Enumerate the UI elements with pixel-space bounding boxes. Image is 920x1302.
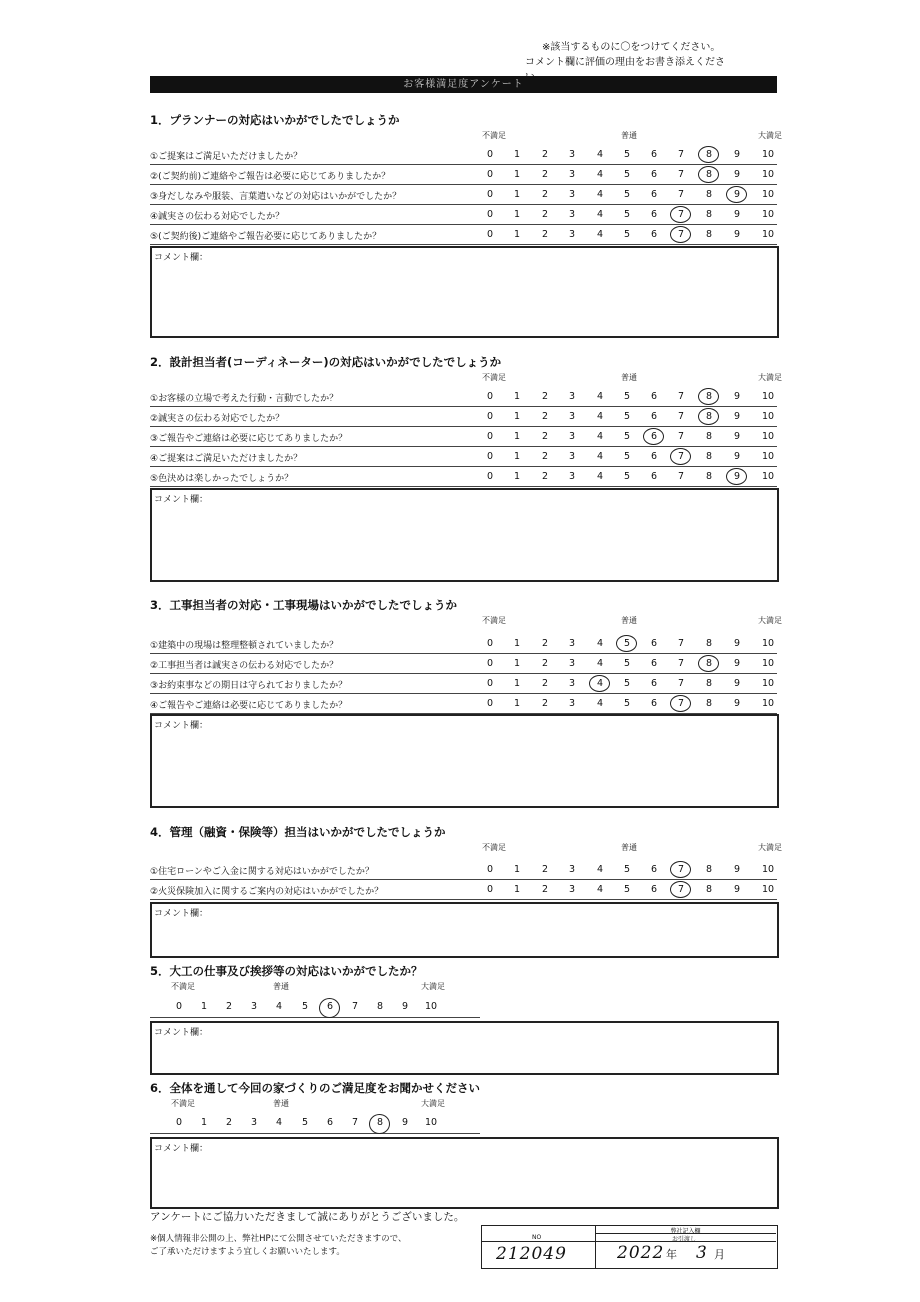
rating-option-5[interactable]: 5 xyxy=(623,189,631,200)
selected-rating-circle xyxy=(698,388,719,405)
section-4-scale-high-label: 大満足 xyxy=(758,843,782,852)
rating-option-7[interactable]: 7 xyxy=(677,451,685,462)
section-6-title: 6．全体を通して今回の家づくりのご満足度をお聞かせください xyxy=(150,1081,480,1095)
rating-option-6[interactable]: 6 xyxy=(650,451,658,462)
rating-option-1[interactable]: 1 xyxy=(513,864,521,875)
rating-option-9[interactable]: 9 xyxy=(733,638,741,649)
rating-option-5[interactable]: 5 xyxy=(623,884,631,895)
rating-option-0[interactable]: 0 xyxy=(486,431,494,442)
rating-option-7[interactable]: 7 xyxy=(677,431,685,442)
rating-option-7[interactable]: 7 xyxy=(677,169,685,180)
rating-option-3[interactable]: 3 xyxy=(568,451,576,462)
selected-rating-circle xyxy=(698,146,719,163)
rating-option-0[interactable]: 0 xyxy=(486,451,494,462)
section-4-title: 4．管理（融資・保険等）担当はいかがでしたでしょうか xyxy=(150,825,446,839)
rating-option-7[interactable]: 7 xyxy=(677,189,685,200)
section-3-question-1: ①建築中の現場は整理整頓されていましたか？ xyxy=(150,641,339,651)
rating-option-9[interactable]: 9 xyxy=(733,149,741,160)
rating-option-8[interactable]: 8 xyxy=(705,209,713,220)
selected-rating-circle xyxy=(319,998,340,1018)
section-3-question-4: ④ご報告やご連絡は必要に応じてありましたか？ xyxy=(150,701,348,711)
rating-option-7[interactable]: 7 xyxy=(677,209,685,220)
section-1-title: 1．プランナーの対応はいかがでしたでしょうか xyxy=(150,113,400,127)
comment-label: コメント欄： xyxy=(154,1144,209,1154)
rating-option-1[interactable]: 1 xyxy=(513,391,521,402)
instruction-note-1: ※該当するものに〇をつけてください。 xyxy=(542,42,721,53)
rating-option-4[interactable]: 4 xyxy=(596,471,604,482)
rating-option-10[interactable]: 10 xyxy=(761,678,775,689)
rating-option-10[interactable]: 10 xyxy=(761,471,775,482)
rating-option-1[interactable]: 1 xyxy=(513,431,521,442)
rating-option-9[interactable]: 9 xyxy=(733,209,741,220)
rating-option-3[interactable]: 3 xyxy=(568,658,576,669)
rating-option-8[interactable]: 8 xyxy=(705,229,713,240)
handover-label: お引渡し xyxy=(672,1236,697,1243)
rating-option-3[interactable]: 3 xyxy=(568,229,576,240)
selected-rating-circle xyxy=(698,166,719,183)
rating-option-6[interactable]: 6 xyxy=(650,698,658,709)
section-6-comment-box[interactable] xyxy=(150,1137,779,1209)
rating-option-9[interactable]: 9 xyxy=(733,884,741,895)
rating-option-2[interactable]: 2 xyxy=(541,391,549,402)
rating-option-6[interactable]: 6 xyxy=(650,638,658,649)
rating-option-8[interactable]: 8 xyxy=(705,189,713,200)
section-2-comment-box[interactable] xyxy=(150,488,779,582)
section-1-scale-mid-label: 普通 xyxy=(621,131,637,140)
rating-option-9[interactable]: 9 xyxy=(733,229,741,240)
selected-rating-circle xyxy=(698,655,719,672)
rating-option-8[interactable]: 8 xyxy=(705,678,713,689)
rating-option-8[interactable]: 8 xyxy=(705,658,713,669)
rating-option-7[interactable]: 7 xyxy=(351,1001,359,1012)
survey-number: 212049 xyxy=(496,1244,567,1264)
rating-option-3[interactable]: 3 xyxy=(568,169,576,180)
rating-option-1[interactable]: 1 xyxy=(513,638,521,649)
rating-option-8[interactable]: 8 xyxy=(705,638,713,649)
section-3-scale-high-label: 大満足 xyxy=(758,616,782,625)
section-4-question-2: ②火災保険加入に関するご案内の対応はいかがでしたか？ xyxy=(150,887,384,897)
rating-option-10[interactable]: 10 xyxy=(424,1001,438,1012)
section-6-scale-high-label: 大満足 xyxy=(421,1099,445,1108)
section-3-scale-mid-label: 普通 xyxy=(621,616,637,625)
section-6-scale-mid-label: 普通 xyxy=(273,1099,289,1108)
comment-label: コメント欄： xyxy=(154,253,209,263)
rating-option-2[interactable]: 2 xyxy=(541,411,549,422)
rating-option-2[interactable]: 2 xyxy=(541,471,549,482)
rating-option-8[interactable]: 8 xyxy=(705,149,713,160)
rating-option-3[interactable]: 3 xyxy=(568,471,576,482)
rating-option-0[interactable]: 0 xyxy=(486,149,494,160)
rating-option-7[interactable]: 7 xyxy=(677,471,685,482)
rating-option-3[interactable]: 3 xyxy=(568,411,576,422)
rating-option-0[interactable]: 0 xyxy=(486,638,494,649)
rating-option-0[interactable]: 0 xyxy=(486,391,494,402)
rating-option-5[interactable]: 5 xyxy=(301,1001,309,1012)
rating-option-10[interactable]: 10 xyxy=(761,884,775,895)
rating-option-6[interactable]: 6 xyxy=(650,658,658,669)
rating-option-2[interactable]: 2 xyxy=(541,209,549,220)
rating-option-9[interactable]: 9 xyxy=(733,169,741,180)
rating-option-5[interactable]: 5 xyxy=(623,391,631,402)
rating-option-5[interactable]: 5 xyxy=(623,678,631,689)
section-4-scale-low-label: 不満足 xyxy=(482,843,506,852)
selected-rating-circle xyxy=(616,635,637,652)
section-6-scale-low-label: 不満足 xyxy=(171,1099,195,1108)
rating-option-1[interactable]: 1 xyxy=(513,678,521,689)
rating-option-5[interactable]: 5 xyxy=(623,209,631,220)
section-3-question-3: ③お約束事などの期日は守られておりましたか？ xyxy=(150,681,348,691)
rating-option-8[interactable]: 8 xyxy=(705,431,713,442)
section-4-comment-box[interactable] xyxy=(150,902,779,958)
selected-rating-circle xyxy=(726,186,747,203)
rating-option-1[interactable]: 1 xyxy=(513,209,521,220)
rating-option-9[interactable]: 9 xyxy=(733,678,741,689)
rating-option-10[interactable]: 10 xyxy=(761,864,775,875)
rating-option-0[interactable]: 0 xyxy=(486,698,494,709)
rating-option-6[interactable]: 6 xyxy=(650,391,658,402)
rating-option-8[interactable]: 8 xyxy=(376,1117,384,1128)
rating-option-6[interactable]: 6 xyxy=(650,678,658,689)
comment-label: コメント欄： xyxy=(154,909,209,919)
rating-option-4[interactable]: 4 xyxy=(596,149,604,160)
rating-option-0[interactable]: 0 xyxy=(486,658,494,669)
comment-label: コメント欄： xyxy=(154,495,209,505)
selected-rating-circle xyxy=(698,408,719,425)
rating-option-8[interactable]: 8 xyxy=(705,391,713,402)
rating-option-10[interactable]: 10 xyxy=(761,209,775,220)
rating-option-5[interactable]: 5 xyxy=(623,638,631,649)
rating-option-6[interactable]: 6 xyxy=(650,431,658,442)
rating-option-2[interactable]: 2 xyxy=(541,169,549,180)
rating-option-4[interactable]: 4 xyxy=(596,431,604,442)
rating-option-10[interactable]: 10 xyxy=(761,189,775,200)
section-1-scale-high-label: 大満足 xyxy=(758,131,782,140)
rating-option-7[interactable]: 7 xyxy=(677,658,685,669)
rating-option-9[interactable]: 9 xyxy=(733,189,741,200)
section-2-question-4: ④ご提案はご満足いただけましたか？ xyxy=(150,454,303,464)
rating-option-5[interactable]: 5 xyxy=(623,698,631,709)
rating-option-1[interactable]: 1 xyxy=(513,698,521,709)
rating-option-9[interactable]: 9 xyxy=(733,451,741,462)
thanks-message: アンケートにご協力いただきまして誠にありがとうございました。 xyxy=(150,1211,465,1223)
rating-option-1[interactable]: 1 xyxy=(513,451,521,462)
section-3-title: 3．工事担当者の対応・工事現場はいかがでしたでしょうか xyxy=(150,598,457,612)
rating-option-7[interactable]: 7 xyxy=(677,411,685,422)
rating-option-1[interactable]: 1 xyxy=(513,229,521,240)
rating-option-2[interactable]: 2 xyxy=(541,884,549,895)
selected-rating-circle xyxy=(726,468,747,485)
rating-option-1[interactable]: 1 xyxy=(513,189,521,200)
rating-option-1[interactable]: 1 xyxy=(513,169,521,180)
rating-option-3[interactable]: 3 xyxy=(568,431,576,442)
selected-rating-circle xyxy=(670,448,691,465)
selected-rating-circle xyxy=(670,206,691,223)
selected-rating-circle xyxy=(670,881,691,898)
section-1-question-2: ②(ご契約前)ご連絡やご報告は必要に応じてありましたか？ xyxy=(150,172,391,182)
rating-option-2[interactable]: 2 xyxy=(541,229,549,240)
rating-option-1[interactable]: 1 xyxy=(513,471,521,482)
selected-rating-circle xyxy=(670,695,691,712)
rating-option-4[interactable]: 4 xyxy=(596,189,604,200)
rating-option-4[interactable]: 4 xyxy=(596,229,604,240)
rating-option-5[interactable]: 5 xyxy=(623,169,631,180)
section-2-question-1: ①お客様の立場で考えた行動・言動でしたか？ xyxy=(150,394,339,404)
rating-option-6[interactable]: 6 xyxy=(326,1001,334,1012)
section-3-question-2: ②工事担当者は誠実さの伝わる対応でしたか？ xyxy=(150,661,339,671)
section-5-title: 5．大工の仕事及び挨拶等の対応はいかがでしたか？ xyxy=(150,964,423,978)
rating-option-2[interactable]: 2 xyxy=(541,451,549,462)
rating-option-2[interactable]: 2 xyxy=(541,638,549,649)
rating-option-7[interactable]: 7 xyxy=(677,149,685,160)
section-2-question-3: ③ご報告やご連絡は必要に応じてありましたか？ xyxy=(150,434,348,444)
privacy-note-2: ご了承いただけますよう宜しくお願いいたします。 xyxy=(150,1247,345,1257)
rating-option-7[interactable]: 7 xyxy=(677,638,685,649)
rating-option-8[interactable]: 8 xyxy=(705,169,713,180)
rating-option-10[interactable]: 10 xyxy=(761,169,775,180)
section-1-question-4: ④誠実さの伝わる対応でしたか？ xyxy=(150,212,285,222)
rating-option-4[interactable]: 4 xyxy=(596,864,604,875)
rating-option-0[interactable]: 0 xyxy=(486,189,494,200)
rating-option-0[interactable]: 0 xyxy=(175,1001,183,1012)
rating-option-10[interactable]: 10 xyxy=(424,1117,438,1128)
rating-option-4[interactable]: 4 xyxy=(596,451,604,462)
rating-option-8[interactable]: 8 xyxy=(705,884,713,895)
rating-option-4[interactable]: 4 xyxy=(596,698,604,709)
rating-option-6[interactable]: 6 xyxy=(650,471,658,482)
rating-option-2[interactable]: 2 xyxy=(541,149,549,160)
rating-option-10[interactable]: 10 xyxy=(761,229,775,240)
rating-option-9[interactable]: 9 xyxy=(733,391,741,402)
rating-option-4[interactable]: 4 xyxy=(596,678,604,689)
rating-option-0[interactable]: 0 xyxy=(486,169,494,180)
office-use-box xyxy=(481,1225,778,1269)
rating-option-10[interactable]: 10 xyxy=(761,391,775,402)
section-5-comment-box[interactable] xyxy=(150,1021,779,1075)
instruction-note-2: コメント欄に評価の理由をお書き添えくださ xyxy=(525,57,725,68)
rating-option-6[interactable]: 6 xyxy=(650,229,658,240)
comment-label: コメント欄： xyxy=(154,721,209,731)
section-2-title: 2．設計担当者(コーディネーター)の対応はいかがでしたでしょうか xyxy=(150,355,502,369)
office-use-label: 弊社記入欄 xyxy=(595,1226,776,1234)
rating-option-0[interactable]: 0 xyxy=(486,411,494,422)
rating-option-2[interactable]: 2 xyxy=(541,864,549,875)
rating-option-4[interactable]: 4 xyxy=(275,1001,283,1012)
section-2-question-2: ②誠実さの伝わる対応でしたか？ xyxy=(150,414,285,424)
rating-option-9[interactable]: 9 xyxy=(733,471,741,482)
rating-option-8[interactable]: 8 xyxy=(705,411,713,422)
rating-option-9[interactable]: 9 xyxy=(733,864,741,875)
rating-option-1[interactable]: 1 xyxy=(513,658,521,669)
page-title: お客様満足度アンケート xyxy=(150,76,777,93)
rating-option-3[interactable]: 3 xyxy=(568,884,576,895)
rating-option-2[interactable]: 2 xyxy=(541,189,549,200)
rating-option-4[interactable]: 4 xyxy=(596,391,604,402)
rating-option-6[interactable]: 6 xyxy=(650,169,658,180)
rating-option-4[interactable]: 4 xyxy=(596,169,604,180)
rating-option-9[interactable]: 9 xyxy=(733,431,741,442)
rating-option-2[interactable]: 2 xyxy=(541,431,549,442)
rating-option-2[interactable]: 2 xyxy=(541,698,549,709)
rating-option-3[interactable]: 3 xyxy=(568,209,576,220)
rating-option-7[interactable]: 7 xyxy=(677,678,685,689)
rating-option-0[interactable]: 0 xyxy=(486,209,494,220)
rating-option-3[interactable]: 3 xyxy=(250,1001,258,1012)
rating-row-line xyxy=(150,1017,480,1018)
rating-option-9[interactable]: 9 xyxy=(733,658,741,669)
rating-option-8[interactable]: 8 xyxy=(705,698,713,709)
privacy-note-1: ※個人情報非公開の上、弊社HPにて公開させていただきますので、 xyxy=(150,1234,407,1244)
rating-option-2[interactable]: 2 xyxy=(225,1001,233,1012)
rating-option-7[interactable]: 7 xyxy=(677,698,685,709)
rating-row-line xyxy=(150,1133,480,1134)
rating-option-1[interactable]: 1 xyxy=(513,884,521,895)
year-unit: 年 xyxy=(666,1248,677,1261)
section-2-scale-high-label: 大満足 xyxy=(758,373,782,382)
rating-option-0[interactable]: 0 xyxy=(486,678,494,689)
rating-option-10[interactable]: 10 xyxy=(761,149,775,160)
rating-option-2[interactable]: 2 xyxy=(225,1117,233,1128)
rating-option-5[interactable]: 5 xyxy=(623,229,631,240)
rating-option-5[interactable]: 5 xyxy=(623,864,631,875)
rating-option-3[interactable]: 3 xyxy=(568,391,576,402)
comment-label: コメント欄： xyxy=(154,1028,209,1038)
section-5-scale-high-label: 大満足 xyxy=(421,982,445,991)
rating-option-1[interactable]: 1 xyxy=(513,149,521,160)
rating-option-7[interactable]: 7 xyxy=(677,391,685,402)
section-4-scale-mid-label: 普通 xyxy=(621,843,637,852)
handover-month: 3 xyxy=(696,1243,708,1263)
rating-option-8[interactable]: 8 xyxy=(376,1001,384,1012)
rating-option-6[interactable]: 6 xyxy=(650,411,658,422)
selected-rating-circle xyxy=(589,675,610,692)
rating-option-6[interactable]: 6 xyxy=(650,884,658,895)
rating-option-5[interactable]: 5 xyxy=(623,431,631,442)
rating-option-1[interactable]: 1 xyxy=(200,1117,208,1128)
rating-option-3[interactable]: 3 xyxy=(568,149,576,160)
rating-option-9[interactable]: 9 xyxy=(733,411,741,422)
rating-option-10[interactable]: 10 xyxy=(761,638,775,649)
rating-option-4[interactable]: 4 xyxy=(596,658,604,669)
rating-option-4[interactable]: 4 xyxy=(596,884,604,895)
rating-option-5[interactable]: 5 xyxy=(623,471,631,482)
section-2-scale-low-label: 不満足 xyxy=(482,373,506,382)
section-1-question-1: ①ご提案はご満足いただけましたか？ xyxy=(150,152,303,162)
rating-option-8[interactable]: 8 xyxy=(705,864,713,875)
rating-option-4[interactable]: 4 xyxy=(596,638,604,649)
rating-option-0[interactable]: 0 xyxy=(175,1117,183,1128)
rating-option-10[interactable]: 10 xyxy=(761,698,775,709)
rating-option-0[interactable]: 0 xyxy=(486,884,494,895)
section-1-question-3: ③身だしなみや服装、言葉遣いなどの対応はいかがでしたか？ xyxy=(150,192,402,202)
rating-option-9[interactable]: 9 xyxy=(401,1001,409,1012)
rating-option-2[interactable]: 2 xyxy=(541,658,549,669)
rating-option-5[interactable]: 5 xyxy=(623,411,631,422)
section-3-scale-low-label: 不満足 xyxy=(482,616,506,625)
rating-option-6[interactable]: 6 xyxy=(326,1117,334,1128)
selected-rating-circle xyxy=(369,1114,390,1134)
section-1-question-5: ⑤(ご契約後)ご連絡やご報告必要に応じてありましたか？ xyxy=(150,232,382,242)
rating-option-4[interactable]: 4 xyxy=(596,209,604,220)
section-2-scale-mid-label: 普通 xyxy=(621,373,637,382)
no-label: NO xyxy=(532,1234,542,1241)
section-5-scale-mid-label: 普通 xyxy=(273,982,289,991)
selected-rating-circle xyxy=(643,428,664,445)
rating-option-10[interactable]: 10 xyxy=(761,451,775,462)
section-2-question-5: ⑤色決めは楽しかったでしょうか？ xyxy=(150,474,294,484)
rating-option-7[interactable]: 7 xyxy=(677,884,685,895)
month-unit: 月 xyxy=(714,1248,725,1261)
rating-option-4[interactable]: 4 xyxy=(275,1117,283,1128)
rating-option-2[interactable]: 2 xyxy=(541,678,549,689)
rating-option-10[interactable]: 10 xyxy=(761,431,775,442)
rating-option-6[interactable]: 6 xyxy=(650,864,658,875)
rating-option-3[interactable]: 3 xyxy=(568,678,576,689)
rating-option-10[interactable]: 10 xyxy=(761,411,775,422)
rating-option-1[interactable]: 1 xyxy=(513,411,521,422)
rating-option-7[interactable]: 7 xyxy=(351,1117,359,1128)
rating-option-6[interactable]: 6 xyxy=(650,149,658,160)
rating-option-3[interactable]: 3 xyxy=(568,698,576,709)
rating-option-9[interactable]: 9 xyxy=(733,698,741,709)
section-5-scale-low-label: 不満足 xyxy=(171,982,195,991)
rating-option-3[interactable]: 3 xyxy=(250,1117,258,1128)
rating-option-6[interactable]: 6 xyxy=(650,209,658,220)
rating-option-8[interactable]: 8 xyxy=(705,471,713,482)
section-1-comment-box[interactable] xyxy=(150,246,779,338)
rating-option-0[interactable]: 0 xyxy=(486,229,494,240)
rating-option-3[interactable]: 3 xyxy=(568,189,576,200)
rating-option-3[interactable]: 3 xyxy=(568,638,576,649)
selected-rating-circle xyxy=(670,861,691,878)
selected-rating-circle xyxy=(670,226,691,243)
rating-option-9[interactable]: 9 xyxy=(401,1117,409,1128)
rating-option-7[interactable]: 7 xyxy=(677,229,685,240)
rating-option-5[interactable]: 5 xyxy=(301,1117,309,1128)
rating-option-7[interactable]: 7 xyxy=(677,864,685,875)
rating-option-0[interactable]: 0 xyxy=(486,864,494,875)
rating-option-10[interactable]: 10 xyxy=(761,658,775,669)
rating-option-5[interactable]: 5 xyxy=(623,658,631,669)
rating-option-1[interactable]: 1 xyxy=(200,1001,208,1012)
rating-option-6[interactable]: 6 xyxy=(650,189,658,200)
rating-option-3[interactable]: 3 xyxy=(568,864,576,875)
rating-option-5[interactable]: 5 xyxy=(623,149,631,160)
section-4-question-1: ①住宅ローンやご入金に関する対応はいかがでしたか？ xyxy=(150,867,374,877)
rating-option-0[interactable]: 0 xyxy=(486,471,494,482)
rating-option-4[interactable]: 4 xyxy=(596,411,604,422)
rating-option-5[interactable]: 5 xyxy=(623,451,631,462)
section-1-scale-low-label: 不満足 xyxy=(482,131,506,140)
section-3-comment-box[interactable] xyxy=(150,714,779,808)
handover-year: 2022 xyxy=(617,1243,665,1263)
rating-option-8[interactable]: 8 xyxy=(705,451,713,462)
